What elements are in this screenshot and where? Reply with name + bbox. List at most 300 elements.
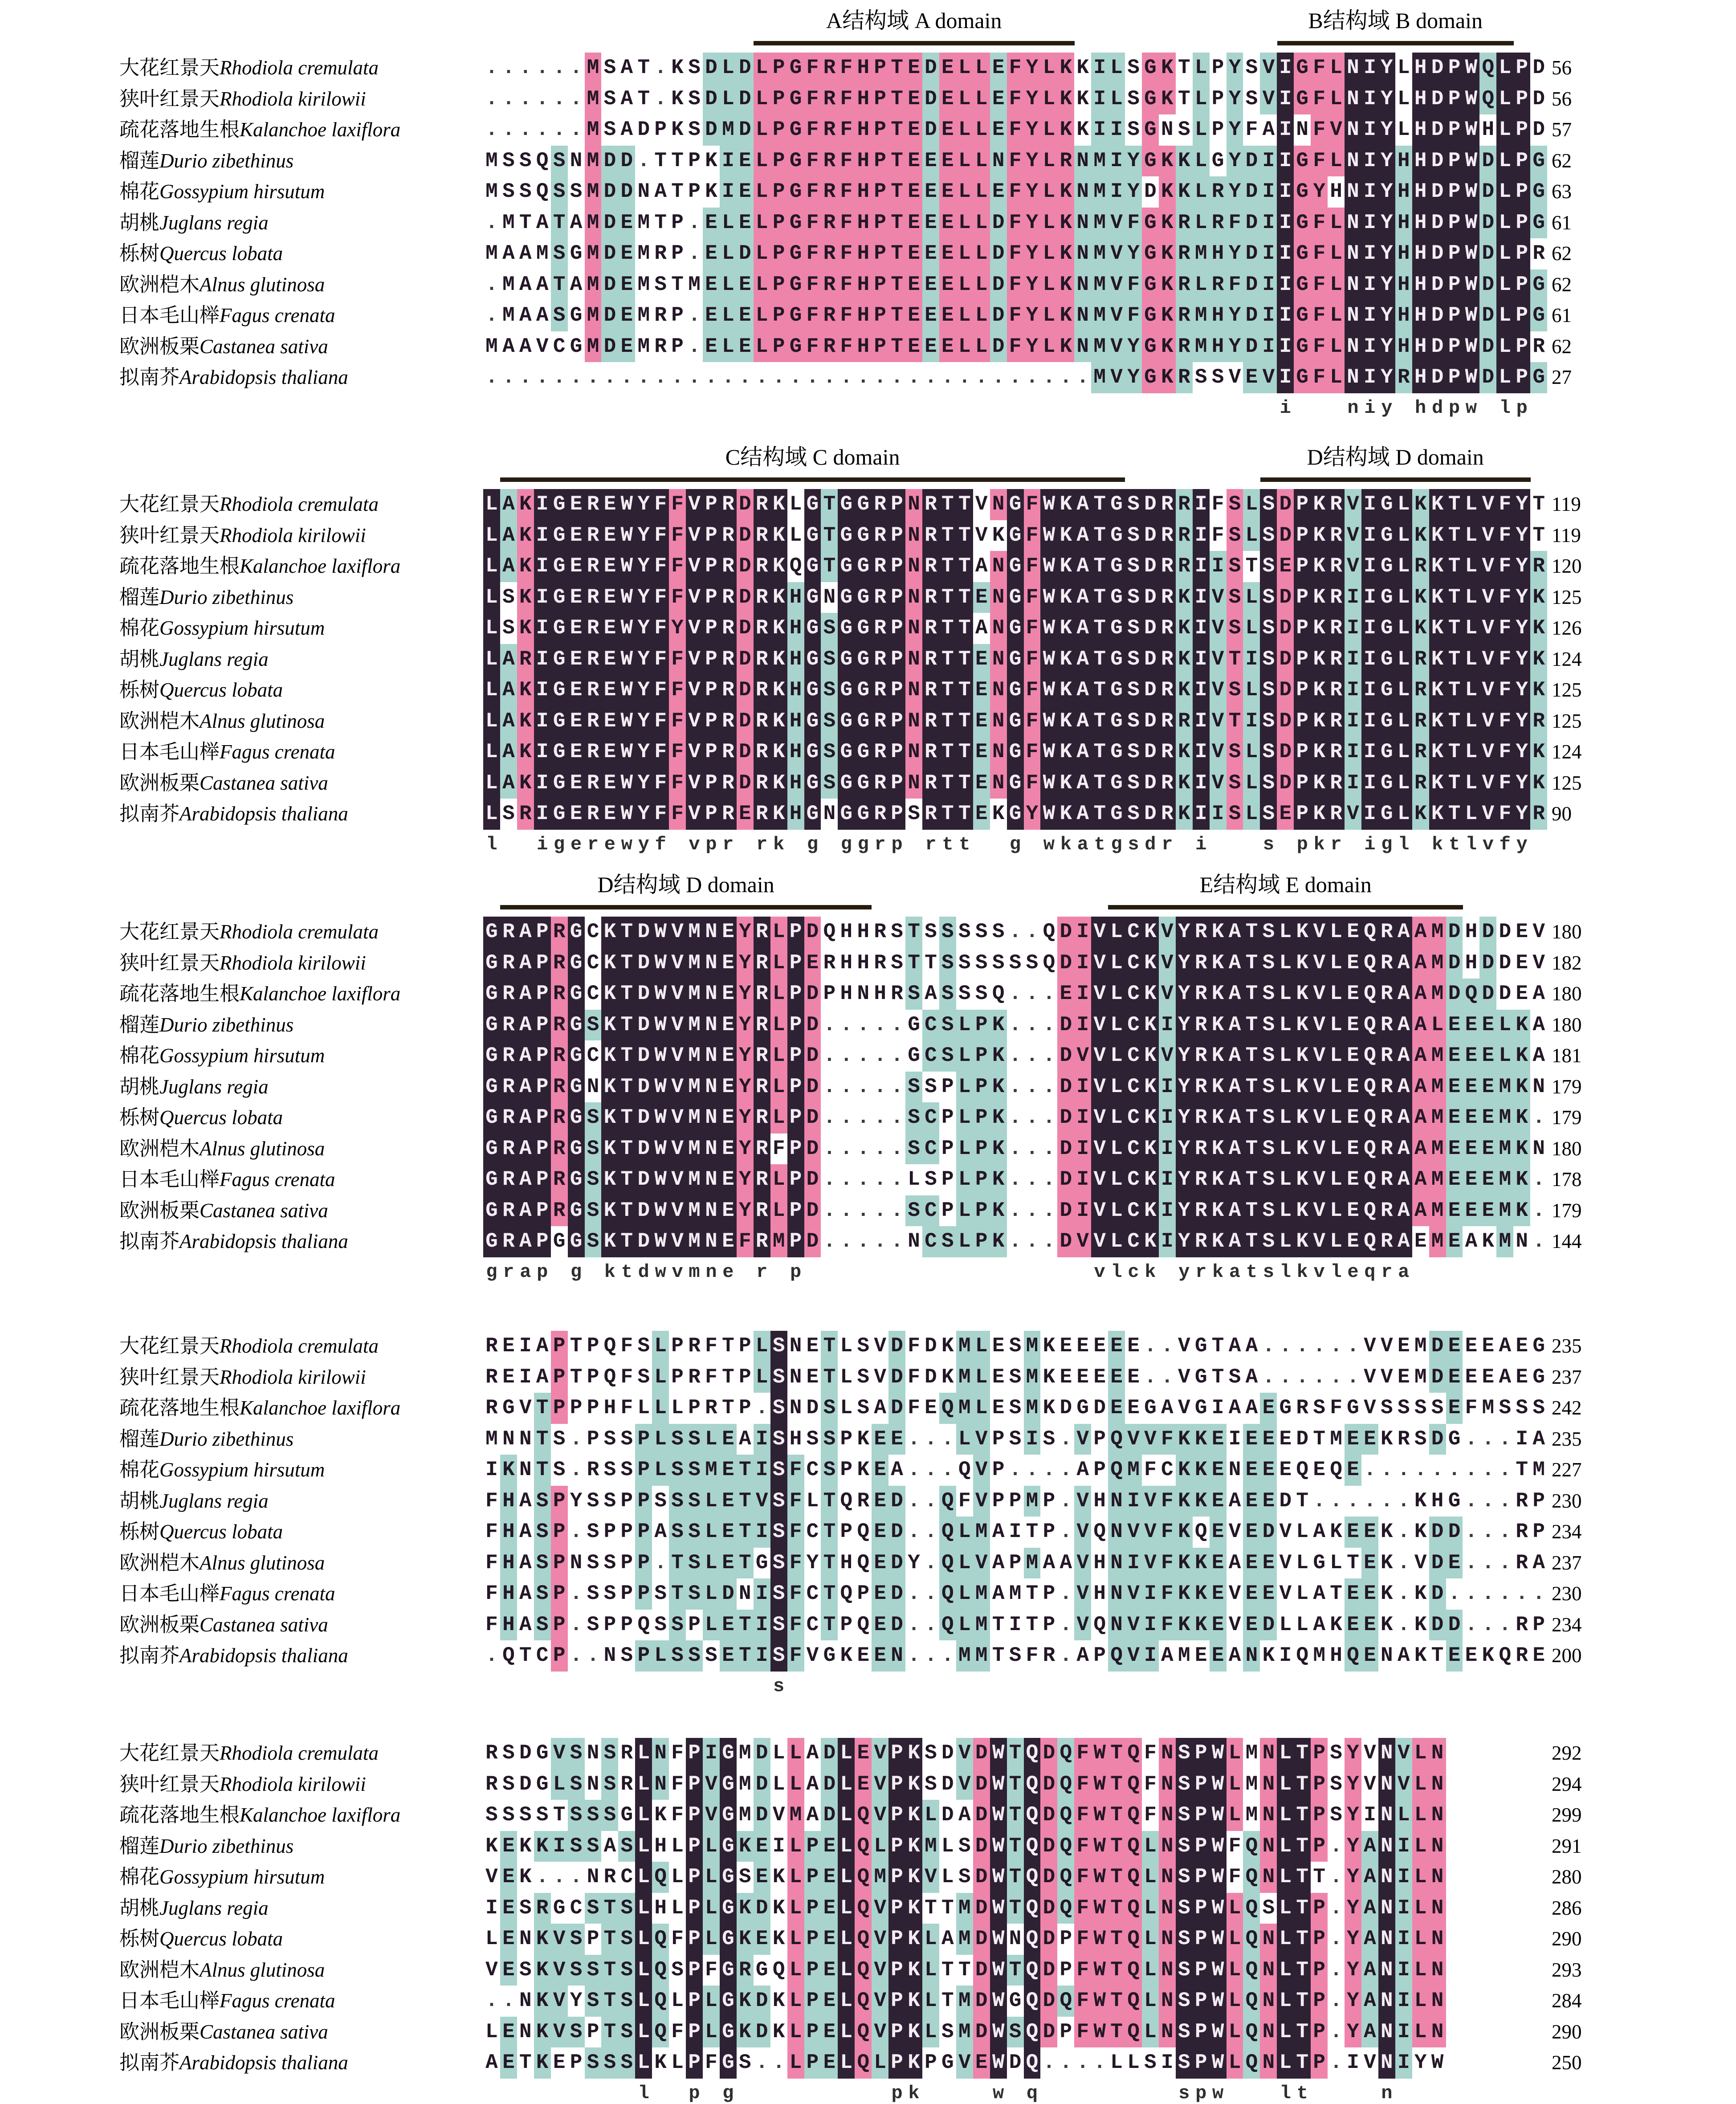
residue-cell: D bbox=[941, 1772, 954, 1796]
consensus-char bbox=[1159, 2080, 1176, 2104]
residue-cell: H bbox=[1412, 176, 1429, 208]
residue-cell: R bbox=[1516, 1644, 1528, 1667]
residue-cell: Q bbox=[855, 2017, 872, 2048]
residue-cell: F bbox=[1074, 1862, 1091, 1893]
residue-cell: L bbox=[922, 2017, 939, 2048]
consensus-char: e bbox=[722, 1261, 734, 1283]
residue-cell: L bbox=[840, 1396, 853, 1419]
species-name-latin: Gossypium hirsutum bbox=[159, 617, 325, 639]
species-name-cn: 欧洲板栗 bbox=[119, 335, 200, 358]
residue-cell: . bbox=[1532, 1230, 1545, 1253]
residue-cell: M bbox=[956, 1393, 973, 1424]
row-number: 125 bbox=[1552, 679, 1582, 701]
residue-cell: S bbox=[1227, 799, 1243, 830]
residue-cell: H bbox=[1395, 300, 1412, 331]
residue-cell: I bbox=[720, 176, 737, 208]
residue-cell: . bbox=[553, 118, 566, 141]
residue-cell: A bbox=[1161, 1644, 1174, 1667]
residue-cell: K bbox=[1513, 1195, 1530, 1227]
residue-cell: D bbox=[1532, 118, 1545, 141]
residue-cell: N bbox=[1345, 238, 1361, 269]
residue-cell: R bbox=[872, 768, 888, 799]
residue-cell: V bbox=[1074, 1548, 1091, 1579]
residue-cell: . bbox=[908, 1613, 920, 1636]
residue-cell: K bbox=[905, 1800, 922, 1831]
residue-cell: N bbox=[1378, 1738, 1395, 1769]
residue-cell: L bbox=[1277, 979, 1294, 1010]
residue-cell: D bbox=[1142, 582, 1159, 613]
residue-cell: G bbox=[1142, 331, 1159, 363]
residue-cell: P bbox=[534, 1040, 551, 1072]
residue-cell: C bbox=[806, 1613, 819, 1636]
residue-cell: I bbox=[1009, 1520, 1022, 1543]
residue-cell: P bbox=[551, 1578, 568, 1610]
residue-cell: L bbox=[1193, 146, 1210, 177]
residue-cell: S bbox=[806, 1427, 819, 1451]
residue-cell: T bbox=[737, 1455, 754, 1486]
residue-cell: V bbox=[872, 1769, 888, 1800]
residue-cell: . bbox=[1043, 1168, 1055, 1191]
residue-cell: P bbox=[686, 1831, 703, 1862]
residue-cell: . bbox=[1060, 1458, 1072, 1481]
residue-cell: K bbox=[1176, 675, 1193, 706]
residue-cell: P bbox=[840, 1458, 853, 1481]
residue-cell: M bbox=[485, 149, 498, 172]
residue-cell: F bbox=[1125, 208, 1142, 239]
residue-cell: I bbox=[1345, 675, 1361, 706]
residue-cell: A bbox=[519, 273, 532, 296]
residue-cell: . bbox=[620, 366, 633, 389]
residue-cell: E bbox=[1060, 1365, 1072, 1389]
residue-cell: . bbox=[1313, 1365, 1325, 1389]
residue-cell: I bbox=[1277, 331, 1294, 363]
residue-cell: I bbox=[1345, 768, 1361, 799]
residue-cell: F bbox=[485, 1489, 498, 1513]
residue-cell: A bbox=[1395, 1010, 1412, 1041]
residue-cell: F bbox=[804, 238, 821, 269]
species-label bbox=[119, 768, 328, 799]
residue-cell: Q bbox=[1125, 1738, 1142, 1769]
consensus-char bbox=[1446, 1259, 1463, 1285]
residue-cell: . bbox=[1499, 1551, 1512, 1574]
residue-cell: D bbox=[737, 737, 754, 768]
residue-cell: . bbox=[1381, 1458, 1393, 1481]
residue-cell: F bbox=[1311, 114, 1328, 146]
residue-cell: E bbox=[500, 1924, 517, 1955]
residue-cell: N bbox=[789, 1334, 802, 1358]
residue-cell: . bbox=[570, 118, 583, 141]
residue-cell: L bbox=[1142, 1893, 1159, 1924]
residue-cell: L bbox=[1040, 238, 1057, 269]
residue-cell: P bbox=[804, 2047, 821, 2079]
residue-cell: L bbox=[1243, 737, 1260, 768]
residue-cell: Y bbox=[737, 1164, 754, 1195]
residue-cell: N bbox=[703, 1040, 720, 1072]
residue-cell: . bbox=[874, 366, 886, 389]
residue-cell: T bbox=[941, 1896, 954, 1920]
species-name-latin: Fagus crenata bbox=[220, 304, 335, 326]
residue-cell: Y bbox=[1345, 1831, 1361, 1862]
residue-cell: G bbox=[551, 706, 568, 737]
residue-cell: K bbox=[737, 1924, 754, 1955]
residue-cell: . bbox=[502, 56, 515, 79]
residue-cell: K bbox=[1176, 1455, 1193, 1486]
residue-cell: S bbox=[1176, 1800, 1193, 1831]
residue-cell: N bbox=[905, 706, 922, 737]
residue-cell: D bbox=[1057, 1164, 1074, 1195]
residue-cell: I bbox=[1142, 1610, 1159, 1641]
residue-cell: L bbox=[1463, 644, 1479, 675]
residue-cell: W bbox=[1210, 1986, 1227, 2017]
consensus-char: r bbox=[756, 833, 768, 855]
consensus-char bbox=[1378, 1673, 1395, 1699]
residue-cell: L bbox=[956, 146, 973, 177]
residue-cell: F bbox=[1144, 1772, 1157, 1796]
residue-cell: F bbox=[1024, 582, 1041, 613]
residue-cell: E bbox=[1345, 1134, 1361, 1165]
residue-cell: T bbox=[1446, 613, 1463, 644]
residue-cell: G bbox=[1007, 520, 1024, 551]
residue-cell: W bbox=[1431, 2051, 1444, 2074]
residue-cell: G bbox=[483, 948, 500, 979]
residue-cell: A bbox=[1313, 1582, 1325, 1605]
residue-cell: H bbox=[1395, 269, 1412, 301]
sequence-row bbox=[483, 300, 1547, 331]
row-number: 119 bbox=[1552, 493, 1581, 515]
residue-cell: P bbox=[941, 1106, 954, 1129]
residue-cell: T bbox=[1313, 1427, 1325, 1451]
species-name-cn: 胡桃 bbox=[119, 648, 160, 670]
consensus-char: n bbox=[1347, 397, 1359, 419]
residue-cell: N bbox=[1260, 2047, 1277, 2079]
residue-cell: . bbox=[1330, 1958, 1342, 1982]
residue-cell: K bbox=[1176, 644, 1193, 675]
residue-cell: K bbox=[1429, 520, 1446, 551]
species-name-latin: Quercus lobata bbox=[159, 242, 283, 265]
residue-cell: A bbox=[1313, 1520, 1325, 1543]
species-name-cn: 拟南芥 bbox=[119, 366, 180, 388]
residue-cell: N bbox=[1345, 146, 1361, 177]
residue-cell: F bbox=[1074, 1893, 1091, 1924]
residue-cell: S bbox=[686, 1640, 703, 1672]
residue-cell: K bbox=[941, 1334, 954, 1358]
residue-cell: Y bbox=[1024, 53, 1041, 84]
residue-cell: Q bbox=[855, 1831, 872, 1862]
residue-cell: L bbox=[1395, 582, 1412, 613]
residue-cell: . bbox=[1482, 1582, 1495, 1605]
residue-cell: . bbox=[502, 118, 515, 141]
row-number: 237 bbox=[1552, 1551, 1582, 1574]
residue-cell: P bbox=[1311, 1738, 1328, 1769]
species-name-cn: 狭叶红景天 bbox=[119, 1366, 220, 1388]
consensus-char bbox=[1243, 1673, 1260, 1699]
residue-cell: N bbox=[1260, 1738, 1277, 1769]
residue-cell: L bbox=[720, 53, 737, 84]
residue-cell: S bbox=[1260, 768, 1277, 799]
species-label bbox=[119, 1800, 400, 1831]
residue-cell: V bbox=[1279, 1520, 1292, 1543]
row-number: 144 bbox=[1552, 1230, 1582, 1252]
species-label bbox=[119, 2017, 328, 2048]
residue-cell: F bbox=[669, 489, 686, 520]
residue-cell: E bbox=[855, 1769, 872, 1800]
residue-cell: P bbox=[534, 979, 551, 1010]
row-number: 179 bbox=[1552, 1199, 1582, 1222]
residue-cell: W bbox=[990, 1862, 1007, 1893]
residue-cell: W bbox=[990, 1738, 1007, 1769]
residue-cell: . bbox=[891, 1199, 903, 1222]
residue-cell: L bbox=[720, 84, 737, 115]
consensus-char bbox=[872, 1259, 888, 1285]
species-label bbox=[119, 146, 293, 177]
residue-cell: V bbox=[1074, 1040, 1091, 1072]
residue-cell: W bbox=[652, 917, 669, 948]
residue-cell: V bbox=[1479, 675, 1496, 706]
residue-cell: K bbox=[601, 1102, 618, 1134]
residue-cell: E bbox=[601, 675, 618, 706]
residue-cell: K bbox=[990, 1195, 1007, 1227]
residue-cell: P bbox=[770, 331, 787, 363]
residue-cell: I bbox=[1108, 114, 1125, 146]
residue-cell: L bbox=[1277, 1738, 1294, 1769]
residue-cell: I bbox=[703, 1738, 720, 1769]
residue-cell: I bbox=[1260, 300, 1277, 331]
residue-cell: A bbox=[517, 1134, 534, 1165]
species-name-cn: 疏花落地生根 bbox=[119, 983, 240, 1005]
residue-cell: E bbox=[720, 979, 737, 1010]
residue-cell: K bbox=[772, 1865, 785, 1888]
residue-cell: G bbox=[568, 1072, 585, 1103]
residue-cell: S bbox=[905, 1134, 922, 1165]
residue-cell: E bbox=[990, 53, 1007, 84]
residue-cell: F bbox=[1496, 582, 1513, 613]
residue-cell: P bbox=[1060, 1927, 1072, 1950]
residue-cell: L bbox=[772, 1741, 785, 1765]
residue-cell: M bbox=[973, 1640, 990, 1672]
residue-cell: E bbox=[500, 1862, 517, 1893]
residue-cell: P bbox=[738, 1365, 751, 1389]
residue-cell: I bbox=[1361, 644, 1378, 675]
residue-cell: P bbox=[534, 1102, 551, 1134]
residue-cell: K bbox=[1412, 520, 1429, 551]
residue-cell: R bbox=[922, 768, 939, 799]
consensus-char bbox=[585, 1673, 602, 1699]
residue-cell: L bbox=[872, 2047, 888, 2079]
residue-cell: D bbox=[754, 1738, 770, 1769]
residue-cell: R bbox=[872, 551, 888, 582]
residue-cell: T bbox=[618, 917, 635, 948]
residue-cell: P bbox=[872, 208, 888, 239]
residue-cell: R bbox=[585, 520, 602, 551]
domain-label-cn: D结构域 bbox=[1307, 444, 1390, 469]
consensus-char bbox=[500, 395, 517, 421]
residue-cell: D bbox=[703, 53, 720, 84]
species-label bbox=[119, 799, 348, 830]
consensus-row bbox=[483, 1673, 1547, 1699]
residue-cell: . bbox=[891, 1075, 903, 1098]
residue-cell: K bbox=[1513, 1040, 1530, 1072]
residue-cell: D bbox=[888, 1610, 905, 1641]
residue-cell: E bbox=[568, 799, 585, 830]
residue-cell: A bbox=[1361, 1986, 1378, 2017]
residue-cell: C bbox=[620, 1865, 633, 1888]
residue-cell: Q bbox=[1125, 1955, 1142, 1986]
residue-cell: S bbox=[925, 1075, 937, 1098]
consensus-char: w bbox=[655, 1261, 666, 1283]
residue-cell: V bbox=[973, 1455, 990, 1486]
residue-cell: . bbox=[992, 366, 1005, 389]
residue-cell: I bbox=[519, 1334, 532, 1358]
residue-cell: S bbox=[601, 1800, 618, 1831]
residue-cell: K bbox=[601, 1195, 618, 1227]
residue-cell: Y bbox=[737, 917, 754, 948]
residue-cell: K bbox=[601, 1010, 618, 1041]
residue-cell: K bbox=[905, 1986, 922, 2017]
residue-cell: P bbox=[587, 1365, 599, 1389]
species-name-latin: Kalanchoe laxiflora bbox=[240, 983, 401, 1005]
residue-cell: L bbox=[1328, 1102, 1345, 1134]
residue-cell: Y bbox=[1024, 331, 1041, 363]
residue-cell: V bbox=[686, 644, 703, 675]
residue-cell: G bbox=[804, 768, 821, 799]
residue-cell: . bbox=[874, 1106, 886, 1129]
residue-cell: T bbox=[1296, 1489, 1309, 1513]
residue-cell: Q bbox=[1361, 1102, 1378, 1134]
residue-cell: L bbox=[1277, 1800, 1294, 1831]
residue-cell: L bbox=[1328, 1010, 1345, 1041]
residue-cell: V bbox=[1311, 1010, 1328, 1041]
residue-cell: N bbox=[1345, 208, 1361, 239]
residue-cell: V bbox=[772, 1803, 785, 1827]
residue-cell: G bbox=[1279, 1396, 1292, 1419]
residue-cell: N bbox=[905, 489, 922, 520]
residue-cell: D bbox=[1479, 176, 1496, 208]
consensus-char bbox=[1159, 395, 1176, 421]
residue-cell: F bbox=[772, 1137, 785, 1160]
row-number: 237 bbox=[1552, 1366, 1582, 1388]
residue-cell: S bbox=[821, 613, 838, 644]
residue-cell: I bbox=[1361, 613, 1378, 644]
residue-cell: K bbox=[990, 1010, 1007, 1041]
residue-cell: Q bbox=[1125, 1862, 1142, 1893]
consensus-char bbox=[888, 1673, 905, 1699]
residue-cell: T bbox=[1211, 1334, 1224, 1358]
residue-cell: S bbox=[1227, 768, 1243, 799]
residue-cell: Y bbox=[1378, 176, 1395, 208]
residue-cell: F bbox=[1125, 269, 1142, 301]
residue-cell: Y bbox=[1513, 675, 1530, 706]
residue-cell: K bbox=[1294, 948, 1311, 979]
residue-cell: M bbox=[485, 180, 498, 203]
residue-cell: V bbox=[874, 1365, 886, 1389]
residue-cell: E bbox=[568, 644, 585, 675]
residue-cell: I bbox=[1074, 1134, 1091, 1165]
residue-cell: I bbox=[1277, 300, 1294, 331]
residue-cell: E bbox=[922, 176, 939, 208]
residue-cell: D bbox=[888, 1362, 905, 1393]
residue-cell: I bbox=[1361, 238, 1378, 269]
residue-cell: S bbox=[620, 1644, 633, 1667]
residue-cell: N bbox=[1378, 1924, 1395, 1955]
sequence-row bbox=[483, 1455, 1547, 1486]
residue-cell: W bbox=[990, 1769, 1007, 1800]
residue-cell: P bbox=[688, 180, 701, 203]
residue-cell: L bbox=[1108, 53, 1125, 84]
residue-cell: . bbox=[485, 304, 498, 327]
consensus-char bbox=[804, 1259, 821, 1285]
residue-cell: E bbox=[990, 114, 1007, 146]
consensus-char: v bbox=[672, 1261, 683, 1283]
residue-cell: L bbox=[922, 1955, 939, 1986]
residue-cell: E bbox=[737, 176, 754, 208]
residue-cell: K bbox=[1513, 1072, 1530, 1103]
residue-cell: A bbox=[502, 334, 515, 358]
residue-cell: R bbox=[720, 675, 737, 706]
residue-cell: R bbox=[1378, 1010, 1395, 1041]
residue-cell: W bbox=[1463, 238, 1479, 269]
residue-cell: R bbox=[551, 1195, 568, 1227]
consensus-char bbox=[1496, 1673, 1513, 1699]
residue-cell: T bbox=[1007, 1800, 1024, 1831]
consensus-char bbox=[1091, 395, 1108, 421]
residue-cell: A bbox=[1313, 1613, 1325, 1636]
residue-cell: R bbox=[754, 551, 770, 582]
consensus-char: v bbox=[1482, 833, 1494, 855]
residue-cell: K bbox=[1176, 1517, 1193, 1548]
residue-cell: T bbox=[570, 1334, 583, 1358]
residue-cell: K bbox=[601, 1072, 618, 1103]
residue-cell: G bbox=[823, 1644, 836, 1667]
residue-cell: P bbox=[1513, 238, 1530, 269]
residue-cell: R bbox=[485, 1741, 498, 1765]
residue-cell: F bbox=[838, 53, 855, 84]
residue-cell: R bbox=[1176, 551, 1193, 582]
residue-cell: R bbox=[821, 53, 838, 84]
residue-cell: H bbox=[787, 675, 804, 706]
residue-cell: D bbox=[737, 582, 754, 613]
consensus-char: p bbox=[537, 1261, 548, 1283]
residue-cell: Y bbox=[1345, 1924, 1361, 1955]
residue-cell: S bbox=[669, 1486, 686, 1517]
residue-cell: V bbox=[1381, 1365, 1393, 1389]
residue-cell: L bbox=[1463, 520, 1479, 551]
residue-cell: N bbox=[1296, 118, 1309, 141]
domain-bar bbox=[500, 905, 872, 909]
species-label bbox=[119, 644, 269, 675]
residue-cell: I bbox=[1345, 644, 1361, 675]
residue-cell: E bbox=[905, 146, 922, 177]
residue-cell: F bbox=[652, 644, 669, 675]
residue-cell: W bbox=[1210, 1862, 1227, 1893]
residue-cell: K bbox=[1210, 948, 1227, 979]
residue-cell: Q bbox=[1361, 1010, 1378, 1041]
species-name-cn: 欧洲板栗 bbox=[119, 771, 200, 794]
residue-cell: E bbox=[973, 2047, 990, 2079]
residue-cell: I bbox=[754, 1424, 770, 1455]
residue-cell: P bbox=[1446, 146, 1463, 177]
residue-cell: I bbox=[1091, 53, 1108, 84]
residue-cell: D bbox=[1429, 53, 1446, 84]
residue-cell: A bbox=[1412, 1164, 1429, 1195]
species-name-latin: Arabidopsis thaliana bbox=[179, 803, 348, 825]
residue-cell: P bbox=[703, 489, 720, 520]
residue-cell: . bbox=[1009, 1075, 1022, 1098]
residue-cell: P bbox=[1446, 238, 1463, 269]
residue-cell: K bbox=[1193, 1486, 1210, 1517]
residue-cell: E bbox=[720, 1517, 737, 1548]
residue-cell: L bbox=[973, 146, 990, 177]
residue-cell: L bbox=[956, 1424, 973, 1455]
